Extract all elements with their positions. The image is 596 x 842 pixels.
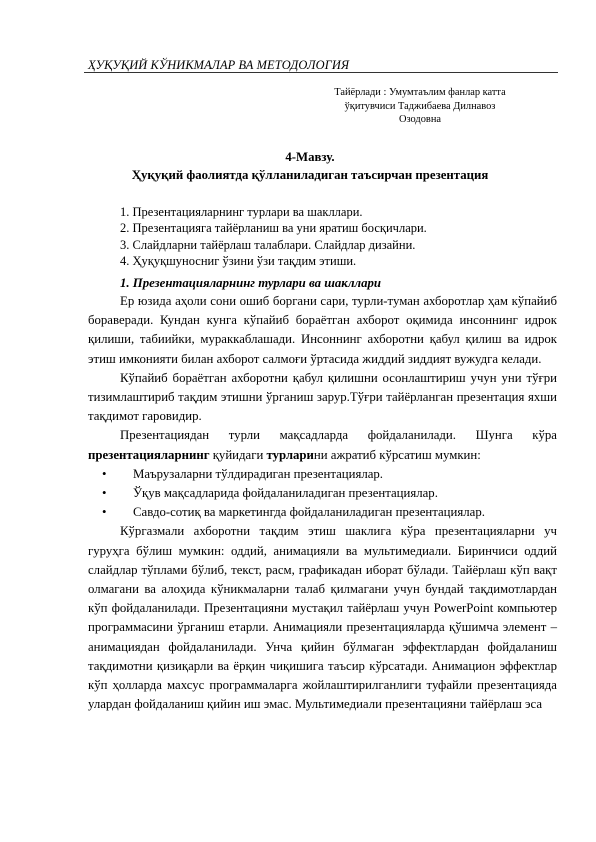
paragraph	[88, 426, 557, 464]
bullet-icon: •	[102, 505, 107, 520]
author-line: Тайёрлади : Умумтаълим фанлар катта	[334, 87, 506, 98]
list-item	[88, 503, 557, 522]
bullet-icon: •	[102, 486, 107, 501]
paragraph: Кўргазмали ахборотни тақдим этиш шаклига кўра презентацияларни уч гуруҳга бўлиш мумкин: оддий, анимацияли ва мультимедиали. Биринчиси оддий слайдлар тўплами бўлиб, текст, расм, графикадан иборат бўлади. Тайёрлаш кўп вақт олмагани ва алоҳида кўникмаларни талаб қилмагани учун бундай тақдимотлардан кўп фойдаланилади. Презентацияни мустақил тайёрлаш учун PowerPoint компьютер программасини ўрганиш етарли. Анимацияли презентацияларда қўшимча элемент – анимациядан фойдаланилади. Унча қийин бўлмаган эффектлардан фойдаланиш тақдимотни қизиқарли ва ёрқин чиқишига таъсир кўрсатади. Анимацион эффектлар кўп ҳолларда махсус программаларга жойлаштирилганлиги туфайли презентацияда улардан фойдаланиш қийин иш эмас. Мультимедиали презентацияни тайёрлаш эса	[88, 524, 557, 712]
author-line: ўқитувчиси Таджибаева Дилнавоз	[344, 100, 496, 112]
plan-item: 2. Презентацияга тайёрланиш ва уни яратиш босқичлари.	[120, 221, 427, 236]
presentation-types-list	[88, 465, 557, 523]
plan-item: 3. Слайдларни тайёрлаш талаблари. Слайдлар дизайни.	[120, 237, 416, 252]
paragraph: Ер юзида аҳоли сони ошиб боргани сари, турли-туман ахборотлар ҳам кўпайиб бораверади. Кундан кунга кўпайиб бораётган ахборот оқимида инсоннинг идрок қилиши, табиийки, мураккаблашади. Инсоннинг ахборотни қабул қилиш ва идрок этиш имконияти билан ахборот салмоғи ўртасида жиддий зиддият вужудга келади.	[88, 294, 557, 366]
section-heading: 1. Презентацияларнинг турлари ва шакллари	[120, 276, 382, 290]
header-divider	[84, 72, 558, 73]
bold-term: презентацияларнинг	[88, 447, 210, 462]
paragraph: Кўпайиб бораётган ахборотни қабул қилишни осонлаштириш учун уни тўғри тизимлаштириб тақдим этишни ўрганиш зарур.Тўғри тайёрланган презентация яхши тақдимот гаровидир.	[88, 370, 557, 424]
topic-plan-list	[120, 204, 550, 269]
bold-term: турлари	[266, 447, 314, 462]
running-header-title: ҲУҚУҚИЙ КЎНИКМАЛАР ВА МЕТОДОЛОГИЯ	[88, 58, 350, 72]
author-block	[270, 86, 570, 127]
list-item	[88, 465, 557, 484]
paragraph-text: қуйидаги	[209, 447, 267, 462]
author-line: Озодовна	[398, 114, 441, 125]
section-body	[88, 292, 557, 714]
plan-item: 1. Презентацияларнинг турлари ва шакллари.	[120, 205, 363, 219]
plan-item: 4. Ҳуқуқшуносниг ўзини ўзи тақдим этиши.	[120, 253, 357, 268]
list-item-text: Ўқув мақсадларида фойдаланиладиган презентациялар.	[133, 486, 438, 501]
list-item	[88, 484, 557, 503]
list-item-text: Маърузаларни тўлдирадиган презентациялар.	[133, 466, 384, 481]
list-item-text: Савдо-сотиқ ва маркетингда фойдаланиладиган презентациялар.	[133, 505, 485, 520]
bullet-icon: •	[102, 466, 107, 481]
paragraph-text: Презентациядан турли мақсадларда фойдаланилади. Шунга кўра	[120, 428, 557, 443]
paragraph-text: ни ажратиб кўрсатиш мумкин:	[313, 447, 481, 462]
topic-number: 4-Мавзу.	[285, 150, 335, 164]
topic-title: Ҳуқуқий фаолиятда қўлланиладиган таъсирчан презентация	[131, 168, 489, 182]
